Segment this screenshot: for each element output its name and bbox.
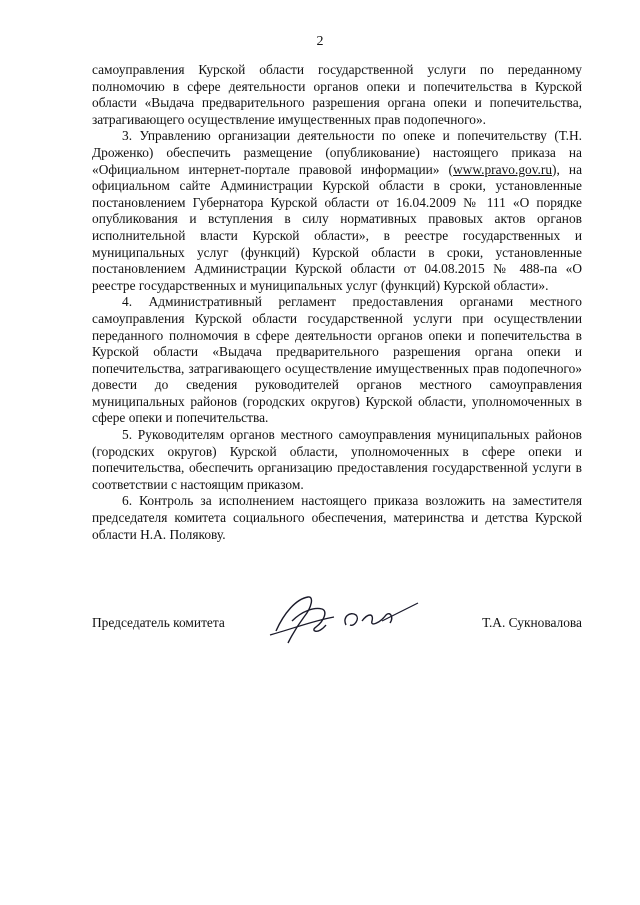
- paragraph-3-text-start: 3. Управлению организации деятельности по опеке и попечительству (Т.Н. Дроженко) обеспечить размещение (опубликование) настоящего приказа на «Официальном интернет-портале правовой информации» (: [92, 128, 582, 177]
- paragraph-4: 4. Административный регламент предоставления органами местного самоуправления Курской области государственной услуги при осуществлении переданного полномочия в сфере деятельности органов опеки и попечительства в Курской области «Выдача предварительного разрешения органа опеки и попечительства, затрагивающего осуществление имущественных прав подопечного» довести до сведения руководителей органов местного самоуправления муниципальных районов (городских округов) Курской области, уполномоченных в сфере опеки и попечительства.: [92, 294, 582, 426]
- paragraph-3-text-end: ), на официальном сайте Администрации Курской области в сроки, установленные постановлением Губернатора Курской области от 16.04.2009 № 111 «О порядке опубликования и вступления в силу нормативных правовых актов органов исполнительной власти Курской области», в реестре государственных и муниципальных услуг (функций) Курской области в сроки, установленные постановлением Администрации Курской области от 04.08.2015 № 488-па «О реестре государственных и муниципальных услуг (функций) Курской области».: [92, 161, 583, 293]
- pravo-link[interactable]: www.pravo.gov.ru: [453, 161, 553, 177]
- paragraph-continuation: самоуправления Курской области государственной услуги по переданному полномочию в сфере деятельности органов опеки и попечительства в Курской области «Выдача предварительного разрешения органа опеки и попечительства, затрагивающего осуществление имущественных прав подопечного».: [92, 62, 582, 127]
- signatory-role: Председатель комитета: [92, 615, 225, 630]
- page-number: 2: [316, 34, 324, 49]
- paragraph-5: 5. Руководителям органов местного самоуправления муниципальных районов (городских округов) Курской области, уполномоченных в сфере опеки и попечительства, обеспечить организацию предоставления государственной услуги в соответствии с настоящим приказом.: [92, 427, 582, 492]
- document-body: [92, 62, 582, 543]
- handwritten-signature: [262, 591, 422, 649]
- signatory-name: Т.А. Сукновалова: [482, 615, 582, 630]
- paragraph-3: [92, 128, 582, 294]
- signature-block: [92, 591, 582, 651]
- paragraph-6: 6. Контроль за исполнением настоящего приказа возложить на заместителя председателя комитета социального обеспечения, материнства и детства Курской области Н.А. Полякову.: [92, 493, 582, 542]
